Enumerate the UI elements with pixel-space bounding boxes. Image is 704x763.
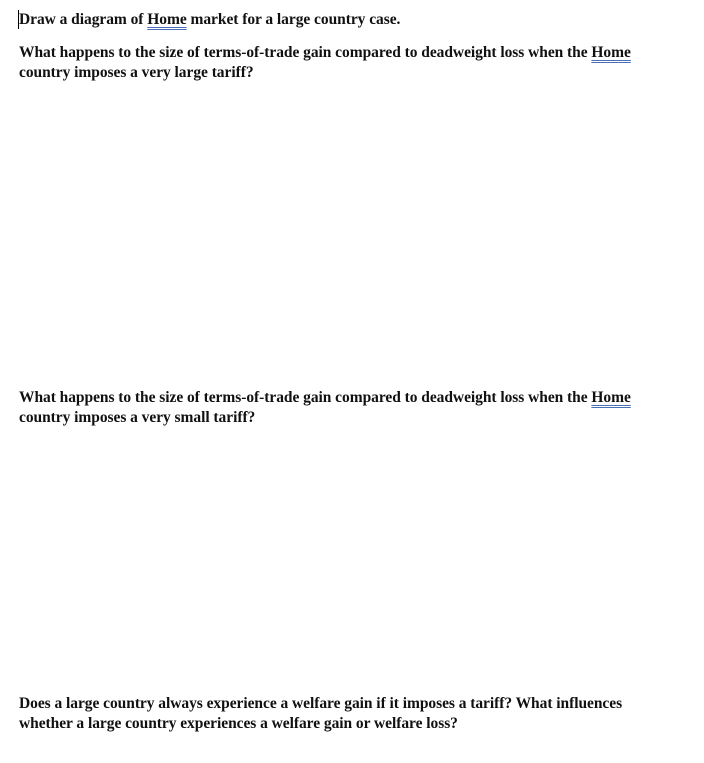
question-text: What happens to the size of terms-of-trade gain compared to deadweight loss when the <box>19 389 592 406</box>
question-line <box>19 10 689 30</box>
home-word: Home <box>147 11 187 28</box>
question-text: market for a large country case. <box>186 11 401 28</box>
question-line <box>19 388 689 408</box>
question-line: country imposes a very small tariff? <box>19 409 256 426</box>
home-word: Home <box>591 44 631 61</box>
question-text: Draw a diagram of <box>19 11 148 28</box>
question-draw-diagram <box>19 10 689 30</box>
question-line: country imposes a very large tariff? <box>19 64 254 81</box>
question-large-tariff <box>19 43 689 83</box>
question-line <box>19 43 689 63</box>
question-line: Does a large country always experience a welfare gain if it imposes a tariff? What influences <box>19 695 623 712</box>
question-line: whether a large country experiences a welfare gain or welfare loss? <box>19 715 458 732</box>
question-welfare-gain <box>19 694 689 734</box>
question-small-tariff <box>19 388 689 428</box>
question-text: What happens to the size of terms-of-trade gain compared to deadweight loss when the <box>19 44 592 61</box>
home-word: Home <box>591 389 631 406</box>
